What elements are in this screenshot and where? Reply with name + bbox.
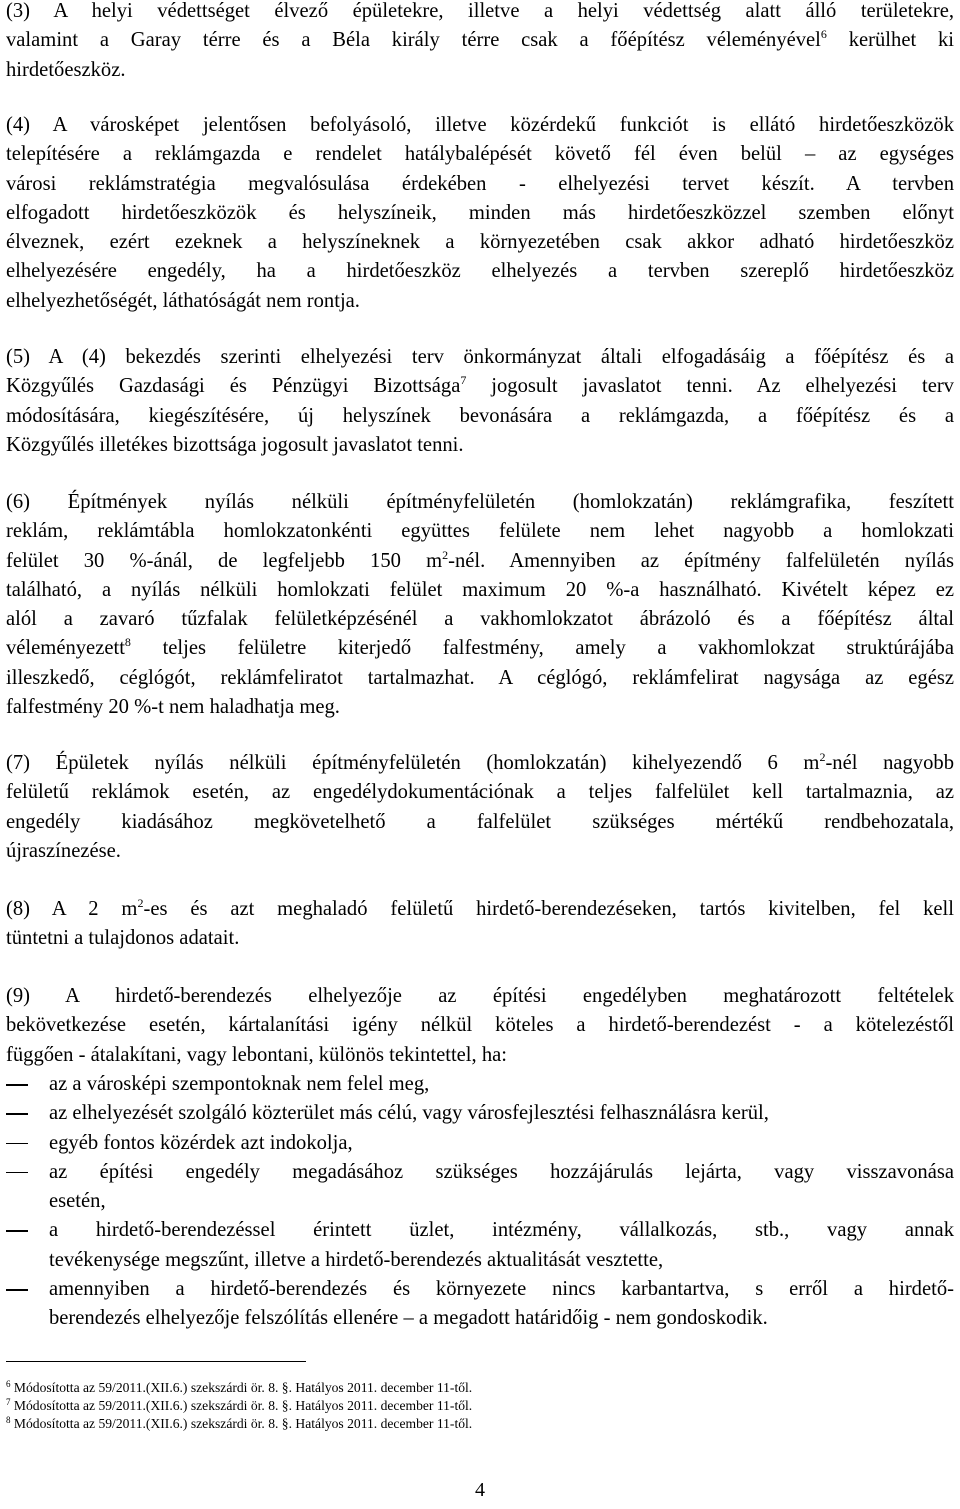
list-item-line: egyéb fontos közérdek azt indokolja,: [49, 1131, 353, 1154]
paragraph-line: reklám, reklámtábla homlokzatonkénti együttes felülete nem lehet nagyobb a homlokzati: [6, 520, 954, 543]
dash-bullet-icon: [6, 1172, 28, 1174]
footnote-number: 7: [6, 1397, 11, 1407]
superscript-2: 2: [137, 896, 144, 910]
dash-bullet-icon: [6, 1230, 28, 1232]
superscript-2: 2: [442, 547, 449, 562]
dash-bullet-icon: [6, 1084, 28, 1086]
paragraph-line: [6, 634, 954, 663]
paragraph-line: (5) A (4) bekezdés szerinti elhelyezési terv önkormányzat általi elfogadásáig a főépítész és a: [6, 346, 954, 368]
footnote-ref[interactable]: 6: [820, 27, 827, 42]
paragraph-line: (4) A városképet jelentősen befolyásoló, illetve közérdekű funkciót is ellátó hirdetőeszközök: [6, 114, 954, 136]
list-item: [6, 1099, 954, 1128]
page-number: 4: [475, 1479, 485, 1501]
paragraph-line: városi reklámstratégia megvalósulása érdekében - elhelyezési tervet készít. A tervben: [6, 172, 954, 195]
paragraph-line: élveznek, ezért ezeknek a helyszíneknek a környezetében csak akkor adható hirdetőeszköz: [6, 231, 954, 254]
list-item-line: berendezés elhelyezője felszólítás ellenére – a megadott határidőig - nem gondoskodik.: [49, 1307, 768, 1330]
paragraph-4: [6, 111, 954, 316]
paragraph-line: [6, 547, 954, 576]
paragraph-7: [6, 749, 954, 866]
paragraph-line: alól a zavaró tűzfalak felületképzésénél a vakhomlokzatot ábrázoló és a főépítész által: [6, 608, 954, 631]
superscript-2: 2: [819, 750, 826, 764]
dash-bullet-icon: [6, 1143, 28, 1145]
paragraph-line: [6, 26, 954, 55]
footnote-7: [6, 1398, 472, 1413]
footnote-number: 8: [6, 1415, 11, 1425]
text-segment: Közgyűlés Gazdasági és Pénzügyi Bizottsága: [6, 375, 461, 398]
paragraph-line: elfogadott hirdetőeszközök és helyszíneik, minden más hirdetőeszközzel szemben előnyt: [6, 201, 954, 224]
text-segment: felület 30 %-ánál, de legfeljebb 150 m: [6, 549, 443, 572]
text-segment: (8) A 2 m: [6, 898, 138, 920]
paragraph-line: újraszínezése.: [6, 839, 121, 862]
text-segment: -nél. Amennyiben az építmény falfelületén nyílás: [448, 549, 954, 572]
list-item: [6, 1216, 954, 1275]
paragraph-8: [6, 895, 954, 954]
paragraph-line: felületű reklámok esetén, az engedélydokumentációnak a teljes falfelület kell tartalmaznia, az: [6, 781, 954, 804]
paragraph-line: (6) Építmények nyílás nélküli építményfelületén (homlokzatán) reklámgrafika, feszített: [6, 491, 954, 513]
footnote-text: Módosította az 59/2011.(XII.6.) szekszárdi ör. 8. §. Hatályos 2011. december 11-től.: [10, 1380, 473, 1395]
paragraph-line: Közgyűlés illetékes bizottsága jogosult javaslatot tenni.: [6, 433, 464, 456]
text-segment: jogosult javaslatot tenni. Az elhelyezési terv: [466, 375, 954, 398]
footnote-8: [6, 1416, 472, 1431]
text-segment: (7) Épületek nyílás nélküli építményfelületén (homlokzatán) kihelyezendő 6 m: [6, 752, 820, 774]
text-segment: véleményezett: [6, 637, 125, 660]
footnote-6: [6, 1380, 472, 1395]
paragraph-line: elhelyezhetőségét, láthatóságát nem rontja.: [6, 289, 360, 312]
paragraph-line: [6, 749, 954, 778]
footnote-ref[interactable]: 7: [460, 373, 467, 388]
list-item-line: az építési engedély megadásához szükséges hozzájárulás lejárta, vagy visszavonása: [49, 1160, 954, 1183]
text-segment: teljes felületre kiterjedő falfestmény, amely a vakhomlokzat struktúrájába: [130, 637, 954, 660]
text-segment: -es és azt meghaladó felületű hirdető-berendezéseken, tartós kivitelben, fel kell: [143, 898, 955, 920]
list-item-line: az a városképi szempontoknak nem felel meg,: [49, 1073, 430, 1095]
list-item-line: tevékenysége megszűnt, illetve a hirdető-berendezés aktualitását vesztette,: [49, 1248, 664, 1271]
list-item: [6, 1070, 954, 1099]
text-segment: kerülhet ki: [826, 29, 954, 52]
condition-list: [6, 1070, 954, 1334]
paragraph-3: [6, 0, 954, 85]
list-item-line: az elhelyezését szolgáló közterület más célú, vagy városfejlesztési felhasználásra kerül,: [49, 1102, 769, 1125]
paragraph-line: [6, 372, 954, 401]
footnote-number: 6: [6, 1379, 11, 1389]
paragraph-5: [6, 343, 954, 460]
paragraph-line: bekövetkezése esetén, kártalanítási igény nélkül köteles a hirdető-berendezést - a kötelezéstől: [6, 1014, 954, 1037]
dash-bullet-icon: [6, 1289, 28, 1291]
paragraph-9: [6, 982, 954, 1070]
list-item-line: amennyiben a hirdető-berendezés és környezete nincs karbantartva, s erről a hirdető-: [49, 1278, 954, 1301]
list-item-line: a hirdető-berendezéssel érintett üzlet, intézmény, vállalkozás, stb., vagy annak: [49, 1219, 954, 1242]
paragraph-line: (3) A helyi védettséget élvező épületekre, illetve a helyi védettség alatt álló területekre,: [6, 0, 954, 22]
paragraph-line: módosítására, kiegészítésére, új helyszínek bevonására a reklámgazda, a főépítész és a: [6, 404, 954, 427]
paragraph-line: hirdetőeszköz.: [6, 58, 126, 81]
list-item: [6, 1129, 954, 1158]
paragraph-line: [6, 895, 954, 924]
paragraph-line: (9) A hirdető-berendezés elhelyezője az építési engedélyben meghatározott feltételek: [6, 985, 954, 1007]
paragraph-line: található, a nyílás nélküli homlokzati felület maximum 20 %-a használható. Kivételt képez ez: [6, 578, 954, 601]
list-item: [6, 1275, 954, 1334]
paragraph-line: elhelyezésére engedély, ha a hirdetőeszköz elhelyezés a tervben szereplő hirdetőeszköz: [6, 260, 954, 283]
footnote-ref[interactable]: 8: [124, 635, 131, 650]
footnote-text: Módosította az 59/2011.(XII.6.) szekszárdi ör. 8. §. Hatályos 2011. december 11-től.: [10, 1416, 473, 1431]
paragraph-line: falfestmény 20 %-t nem haladhatja meg.: [6, 696, 340, 719]
paragraph-6: [6, 488, 954, 722]
footnote-separator: [6, 1361, 306, 1362]
paragraph-line: tüntetni a tulajdonos adatait.: [6, 927, 240, 950]
paragraph-line: illeszkedő, céglógót, reklámfeliratot tartalmazhat. A céglógó, reklámfelirat nagysága az egész: [6, 666, 954, 689]
dash-bullet-icon: [6, 1113, 28, 1115]
text-segment: valamint a Garay térre és a Béla király térre csak a főépítész véleményével: [6, 29, 821, 52]
paragraph-line: függően - átalakítani, vagy lebontani, különös tekintettel, ha:: [6, 1043, 507, 1066]
footnote-text: Módosította az 59/2011.(XII.6.) szekszárdi ör. 8. §. Hatályos 2011. december 11-től.: [10, 1398, 473, 1413]
list-item: [6, 1158, 954, 1217]
text-segment: -nél nagyobb: [825, 752, 954, 774]
paragraph-line: engedély kiadásához megkövetelhető a falfelület szükséges mértékű rendbehozatala,: [6, 810, 954, 833]
list-item-line: esetén,: [49, 1190, 106, 1213]
paragraph-line: telepítésére a reklámgazda e rendelet hatálybalépését követő fél éven belül – az egységes: [6, 143, 954, 166]
